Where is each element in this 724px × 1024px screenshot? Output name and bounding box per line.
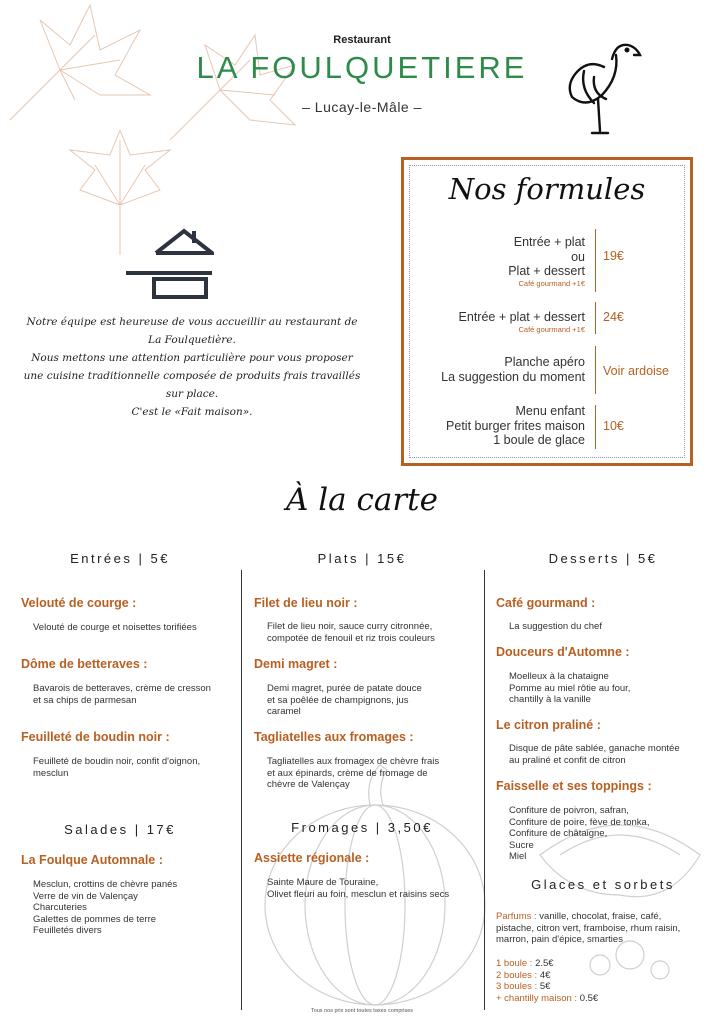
desc-line: mesclun — [33, 767, 69, 779]
column-divider — [484, 570, 485, 1010]
plats-heading: Plats | 15€ — [317, 551, 407, 566]
desc-line: Olivet fleuri au foin, mesclun et raisins secs — [267, 888, 450, 900]
desc-line: Feuilletés divers — [33, 925, 102, 936]
dish-name: Dôme de betteraves : — [21, 657, 148, 671]
dish-name: Le citron praliné : — [496, 718, 601, 732]
glaces-prices — [496, 958, 598, 1004]
desc-line: Demi magret, purée de patate douce — [267, 683, 422, 694]
parfums-label: Parfums : — [496, 911, 537, 922]
desc-line: Confiture de poire, fève de tonka, — [509, 816, 650, 828]
desc-line: Galettes de pommes de terre — [33, 913, 157, 925]
price-value: 4€ — [537, 969, 551, 981]
desc-line: et aux épinards, crème de fromage de — [267, 767, 428, 779]
desc-line: et sa chips de parmesan — [33, 694, 137, 706]
formule-divider — [595, 405, 596, 449]
parfums-text: vanille, chocolat, fraise, café, — [536, 911, 662, 922]
desc-line: chantilly à la vanille — [509, 694, 591, 705]
dish-name: Feuilleté de boudin noir : — [21, 730, 170, 744]
desserts-heading: Desserts | 5€ — [548, 551, 658, 566]
restaurant-name: LA FOULQUETIERE — [196, 50, 528, 85]
dish-description — [267, 877, 449, 900]
dish-description — [33, 683, 211, 706]
fait-maison-house-icon — [124, 227, 214, 302]
desc-line: Sucre — [509, 839, 534, 851]
desc-line: Velouté de courge et noisettes torifiées — [33, 622, 197, 633]
formule-price: 19€ — [603, 249, 624, 263]
dish-name: Douceurs d'Automne : — [496, 645, 630, 659]
formule-line: Plat + dessert — [508, 264, 585, 278]
desc-line: Confiture de châtaigne, — [509, 828, 608, 839]
dish-description — [267, 683, 422, 718]
desc-line: Pomme au miel rôtie au four, — [509, 682, 631, 694]
desc-line: Sainte Maure de Touraine, — [267, 877, 379, 888]
desc-line: Charcuteries — [33, 902, 87, 913]
desc-line: caramel — [267, 706, 301, 717]
dish-name: Tagliatelles aux fromages : — [254, 730, 414, 744]
dish-name: Velouté de courge : — [21, 596, 137, 610]
dish-name: Café gourmand : — [496, 596, 596, 610]
desc-line: La suggestion du chef — [509, 621, 602, 632]
price-value: 5€ — [537, 981, 551, 992]
restaurant-location: – Lucay-le-Mâle – — [302, 99, 422, 115]
formule-price: 24€ — [603, 310, 624, 324]
dish-description — [509, 671, 630, 706]
desc-line: Feuilleté de boudin noir, confit d'oignon, — [33, 756, 201, 767]
desc-line: Filet de lieu noir, sauce curry citronnée, — [267, 621, 433, 632]
dish-description — [509, 743, 680, 766]
formule-divider — [595, 302, 596, 334]
desc-line: Confiture de poivron, safran, — [509, 805, 629, 816]
formule-line: Planche apéro — [504, 355, 585, 369]
coot-bird-logo-icon — [564, 37, 644, 137]
dish-description — [509, 621, 602, 633]
desc-line: Verre de vin de Valençay — [33, 890, 138, 902]
dish-description — [33, 622, 197, 634]
dish-name: Assiette régionale : — [254, 851, 370, 865]
formule-divider — [595, 346, 596, 394]
desc-line: et sa poêlée de champignons, jus — [267, 694, 409, 706]
formules-title: Nos formules — [448, 172, 646, 206]
glaces-parfums — [496, 911, 716, 946]
desc-line: au praliné et confit de citron — [509, 754, 626, 766]
salades-heading: Salades | 17€ — [64, 822, 176, 837]
formule-item — [405, 300, 689, 340]
formule-divider — [595, 229, 596, 292]
formule-note: Café gourmand +1€ — [518, 278, 585, 288]
dish-description — [33, 756, 200, 779]
carte-title: À la carte — [286, 482, 438, 518]
formule-price: 10€ — [603, 419, 624, 433]
parfums-line: marron, pain d'épice, smarties — [496, 934, 623, 945]
intro-line-2: Nous mettons une attention particulière pour vous proposer une cuisine traditionnelle composée de produits frais travaillés sur place. — [23, 352, 361, 400]
formule-line: Entrée + plat — [513, 235, 585, 249]
desc-line: Disque de pâte sablée, ganache montée — [509, 743, 680, 754]
dish-description — [509, 805, 649, 863]
dish-description — [267, 756, 439, 791]
glaces-heading: Glaces et sorbets — [531, 877, 675, 892]
desc-line: Bavarois de betteraves, crème de cresson — [33, 683, 211, 694]
entrees-heading: Entrées | 5€ — [70, 551, 170, 566]
desc-line: Moelleux à la chataigne — [509, 671, 609, 682]
price-label: 3 boules : — [496, 981, 538, 992]
desc-line: Tagliatelles aux fromagex de chèvre frais — [267, 756, 440, 767]
formule-line: 1 boule de glace — [493, 433, 585, 447]
desc-line: Miel — [509, 851, 527, 862]
column-divider — [241, 570, 242, 1010]
price-value: 2.5€ — [532, 958, 554, 969]
dish-name: Filet de lieu noir : — [254, 596, 358, 610]
parfums-line: pistache, citron vert, framboise, rhum raisin, — [496, 922, 681, 934]
price-value: 0.5€ — [577, 992, 599, 1004]
formule-line: Petit burger frites maison — [446, 418, 585, 433]
intro-line-3: C'est le «Fait maison». — [131, 406, 253, 418]
dish-name: La Foulque Automnale : — [21, 853, 163, 867]
restaurant-label: Restaurant — [333, 34, 391, 46]
dish-description — [267, 621, 435, 644]
formule-line: Entrée + plat + dessert — [458, 310, 585, 324]
formule-item — [405, 229, 689, 294]
intro-text — [22, 313, 362, 421]
dish-name: Faisselle et ses toppings : — [496, 779, 652, 793]
price-label: 2 boules : — [496, 969, 538, 981]
formule-note: Café gourmand +1€ — [518, 324, 585, 334]
dish-name: Demi magret : — [254, 657, 338, 671]
formule-line: La suggestion du moment — [441, 369, 585, 384]
desc-line: chèvre de Valençay — [267, 779, 350, 790]
footer-note: Tous nos prix sont toutes taxes comprises — [310, 1008, 414, 1014]
formule-item — [405, 346, 689, 396]
formule-price: Voir ardoise — [603, 364, 670, 378]
dish-description — [33, 879, 177, 937]
formule-line: ou — [571, 249, 585, 264]
formule-item — [405, 403, 689, 453]
fromages-heading: Fromages | 3,50€ — [291, 820, 433, 835]
price-label: + chantilly maison : — [496, 992, 578, 1004]
intro-line-1: Notre équipe est heureuse de vous accueillir au restaurant de La Foulquetière. — [26, 316, 358, 346]
desc-line: compotée de fenouil et riz trois couleurs — [267, 632, 435, 644]
formule-line: Menu enfant — [515, 404, 585, 418]
desc-line: Mesclun, crottins de chèvre panés — [33, 879, 178, 890]
price-label: 1 boule : — [496, 958, 533, 969]
